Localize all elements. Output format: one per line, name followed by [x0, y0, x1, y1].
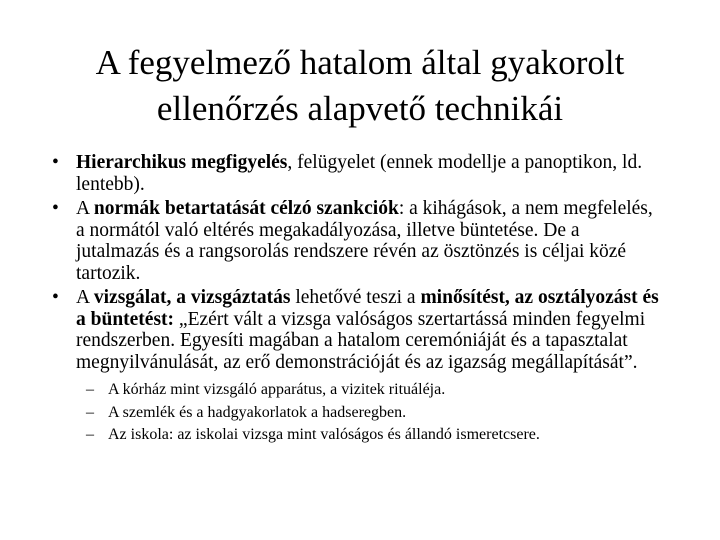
bullet-bold-text: normák betartatását célzó szankciók — [93, 198, 399, 219]
bullet-text: : a kihágások, a nem megfelelés, a normától való eltérés megakadályozása, illetve büntetése. De a jutalmazás és a rangsorolás rendszere révén az ösztönzés is céljai közé tartozik. — [76, 198, 653, 284]
slide-body — [0, 152, 720, 447]
bullet-text: „Ezért vált a vizsga valóságos szertartássá minden fegyelmi rendszerben. Egyesíti magában a hatalom ceremóniáját és a tapasztalat megnyilvánulását, az erő demonstrációját és az igazság megállapítását”. — [76, 308, 646, 373]
bullet-marker: • — [52, 287, 59, 308]
sub-item — [0, 402, 720, 425]
bullet-text: , felügyelet (ennek modellje a panoptikon, ld. lentebb). — [76, 152, 643, 195]
title-line-2: ellenőrzés alapvető technikái — [156, 89, 564, 128]
bullet-item — [0, 198, 661, 284]
sub-item — [0, 379, 720, 402]
title-line-1: A fegyelmező hatalom által gyakorolt — [95, 43, 625, 82]
sub-marker: – — [86, 381, 94, 398]
sub-marker: – — [86, 426, 94, 443]
bullet-text: A — [76, 287, 94, 308]
bullet-item — [0, 287, 661, 373]
bullet-marker: • — [52, 152, 59, 173]
bullet-bold-text: vizsgálat, a vizsgáztatás — [93, 287, 291, 308]
bullet-bold-text: minősítést, az osztályozást és a büntetést: — [76, 287, 659, 330]
sub-item — [0, 424, 720, 447]
bullet-item — [0, 152, 661, 195]
sub-item-text: A kórház mint vizsgáló apparátus, a vizitek rituáléja. — [108, 381, 446, 398]
bullet-text: A — [76, 198, 94, 219]
sub-item-text: Az iskola: az iskolai vizsga mint valóságos és állandó ismeretcsere. — [108, 426, 540, 443]
slide-title — [30, 40, 690, 132]
bullet-text: lehetővé teszi a — [290, 287, 421, 308]
sub-list — [0, 379, 720, 447]
bullet-bold-text: Hierarchikus megfigyelés — [76, 152, 288, 173]
sub-item-text: A szemlék és a hadgyakorlatok a hadseregben. — [108, 403, 407, 421]
sub-marker: – — [86, 403, 94, 421]
bullet-marker: • — [52, 198, 59, 219]
